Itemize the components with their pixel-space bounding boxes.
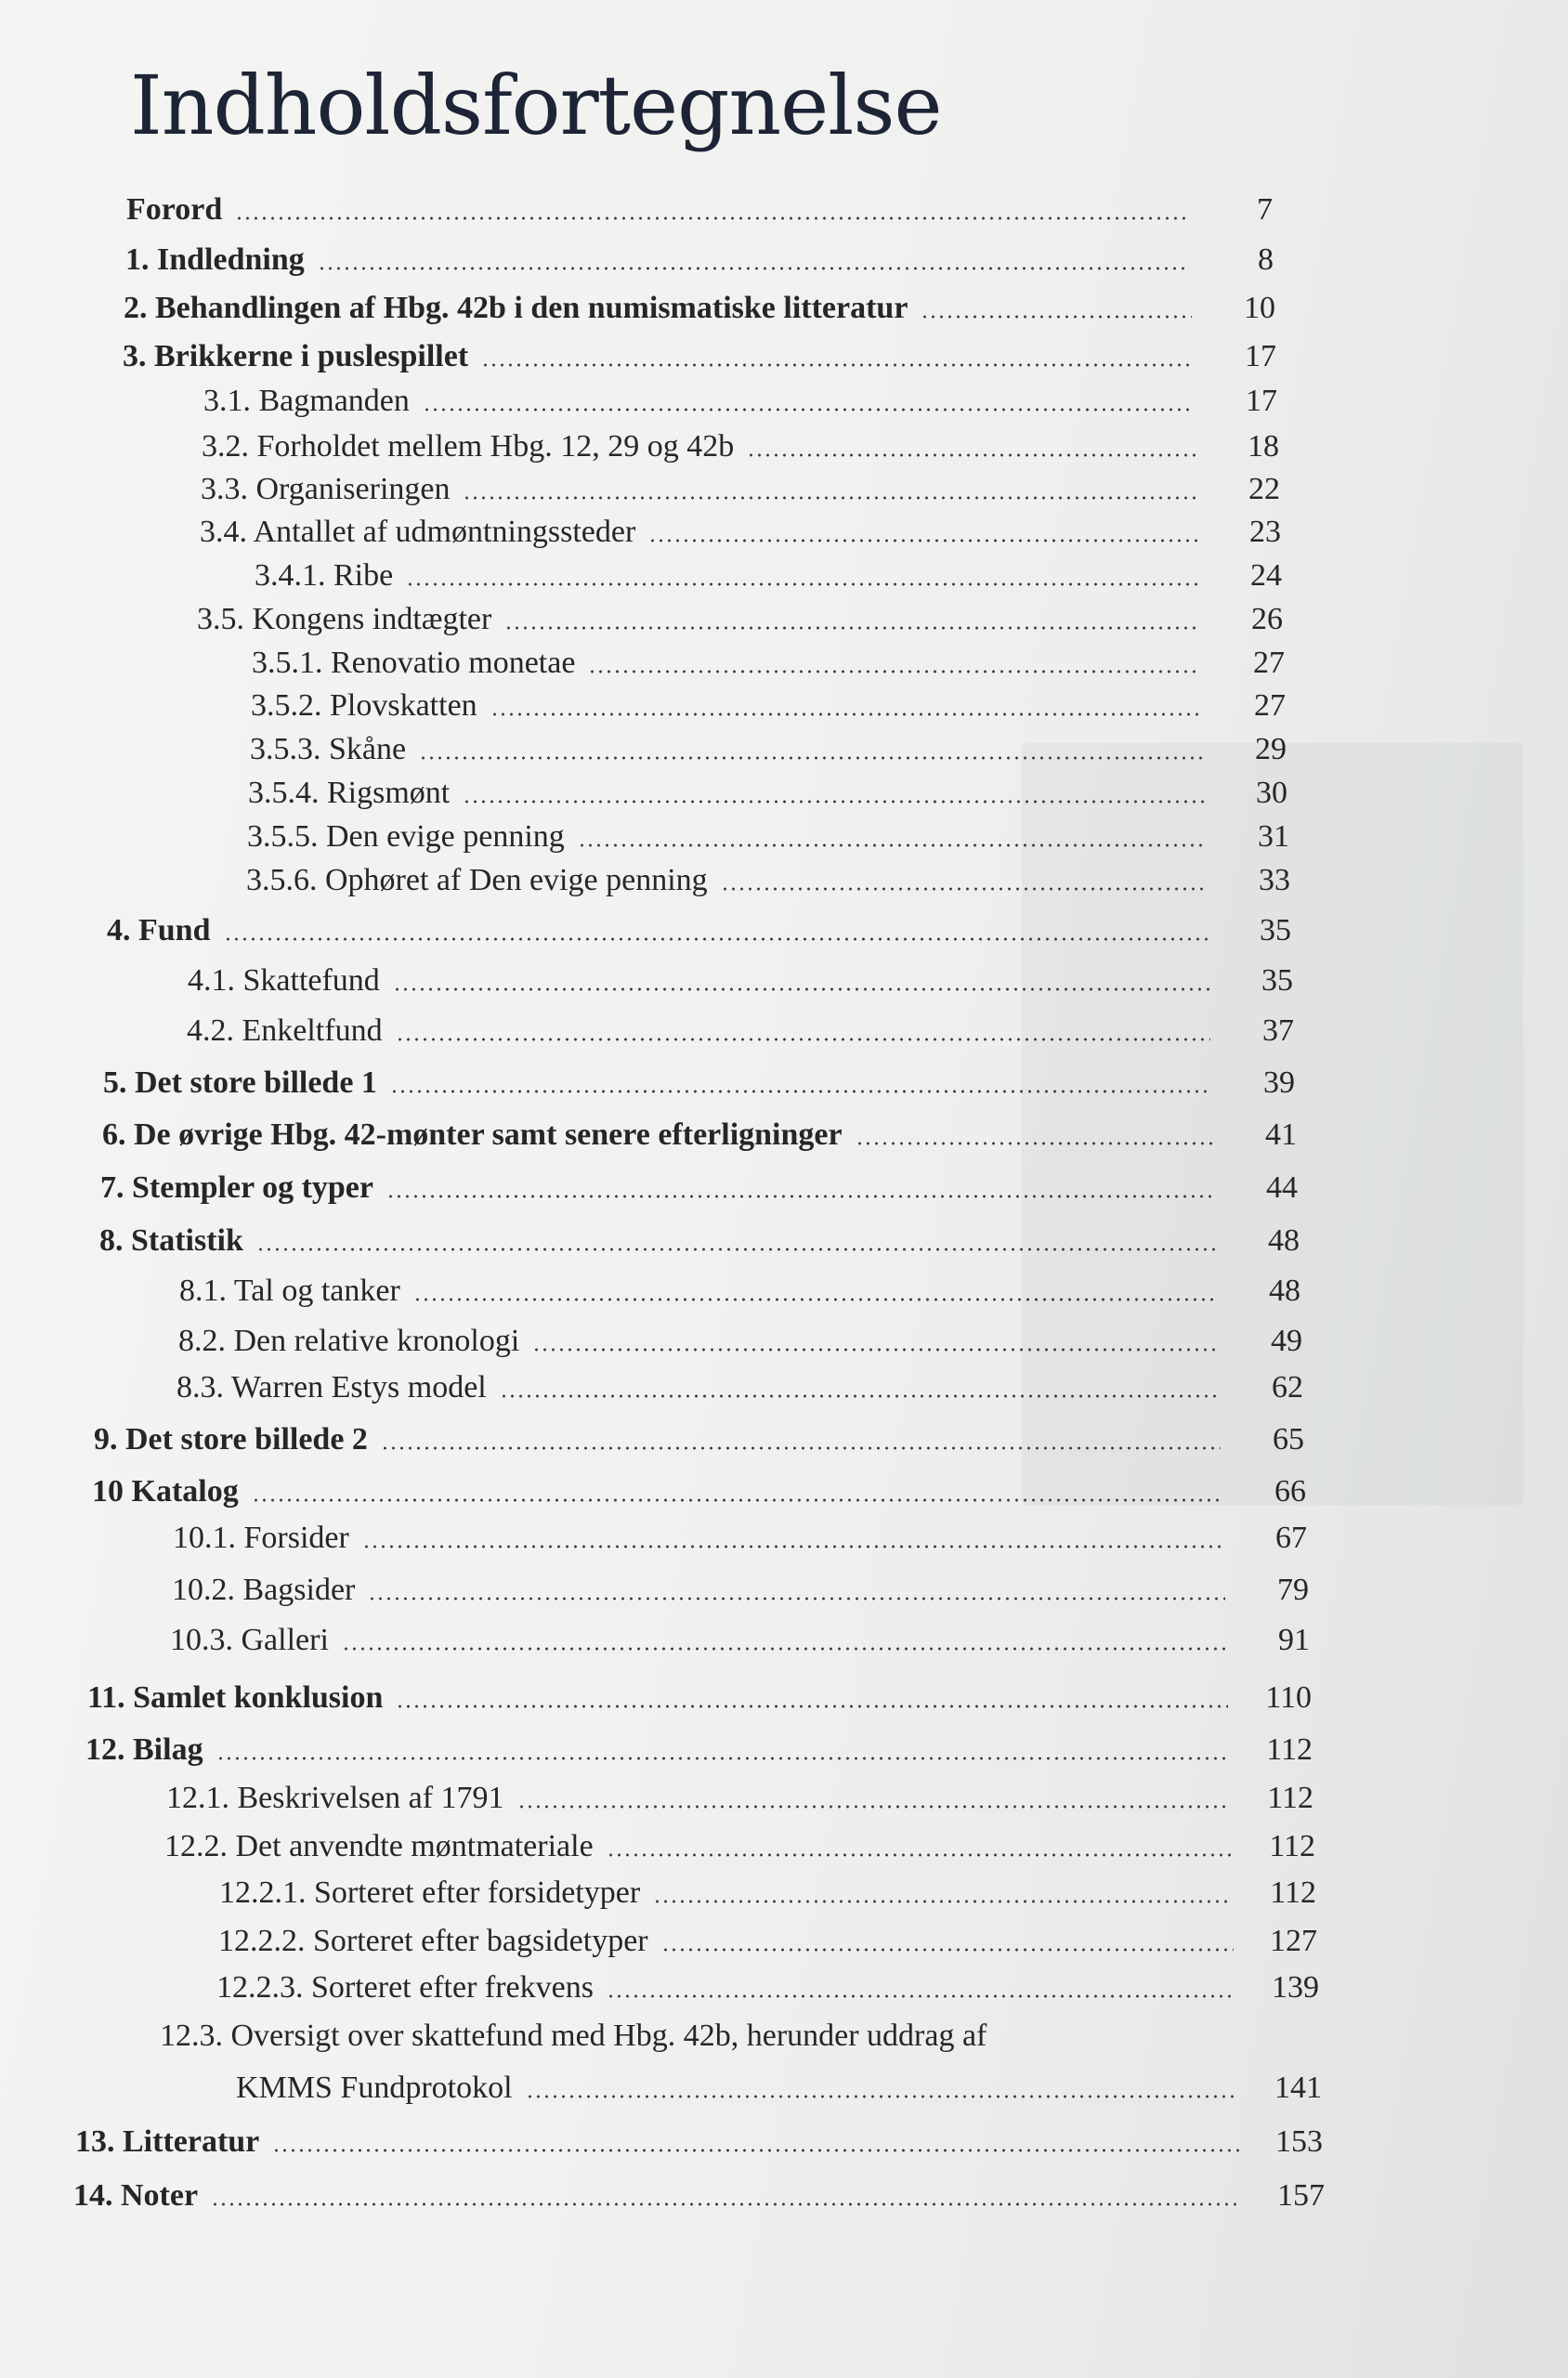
toc-entry [188,960,1293,1001]
toc-entry [246,860,1290,901]
dot-leader [856,1142,1213,1145]
toc-entry-label: 14. Noter [73,2178,199,2213]
toc-entry-label: 7. Stempler og typer [100,1170,373,1205]
dot-leader [272,2149,1239,2152]
toc-entry [203,381,1277,422]
toc-entry [99,1221,1300,1261]
toc-entry [200,512,1281,553]
dot-leader [648,539,1197,542]
toc-entry [179,1271,1300,1312]
toc-entry-page-number: 29 [1255,732,1287,766]
toc-entry-page-number: 66 [1274,1474,1306,1509]
toc-entry-label: 3. Brikkerne i puslespillet [123,339,469,373]
toc-entry [178,1321,1302,1362]
toc-entry-page-number: 67 [1275,1521,1307,1555]
toc-entry-continuation [236,2068,1322,2109]
toc-entry-label: 4. Fund [107,913,211,947]
toc-entry [102,1115,1297,1156]
toc-entry-label: 2. Behandlingen af Hbg. 42b i den numismatiske litteratur [124,291,908,325]
toc-entry [251,686,1286,726]
toc-entry [94,1419,1304,1460]
toc-entry-page-number: 22 [1248,472,1280,506]
toc-entry-label: 3.4. Antallet af udmøntningssteder [200,515,636,549]
dot-leader [578,843,1206,847]
dot-leader [386,1195,1214,1198]
toc-entry-page-number: 10 [1244,291,1275,325]
toc-entry [202,426,1279,467]
dot-leader [661,1948,1234,1952]
toc-entry-page-number: 27 [1254,688,1286,723]
dot-leader [318,267,1190,270]
toc-entry-page-number: 37 [1262,1013,1294,1048]
toc-entry-label-line2: KMMS Fundprotokol [236,2071,513,2105]
toc-entry-label-line1: 12.3. Oversigt over skattefund med Hbg. 42b, herunder uddrag af [160,2019,987,2053]
toc-entry-page-number: 7 [1257,192,1273,227]
toc-entry-label: 8.3. Warren Estys model [176,1370,487,1405]
dot-leader [362,1545,1223,1548]
toc-entry [75,2122,1323,2162]
toc-entry-label: 10.2. Bagsider [172,1573,356,1607]
dot-leader [396,1705,1228,1708]
toc-entry-page-number: 153 [1275,2124,1323,2159]
toc-entry [172,1570,1309,1611]
toc-entry [250,729,1287,770]
dot-leader [256,1248,1216,1251]
toc-entry-label: 4.1. Skattefund [188,963,380,998]
toc-entry-label: 10 Katalog [92,1474,239,1509]
toc-entry-page-number: 141 [1274,2071,1322,2105]
toc-entry-label: 1. Indledning [125,242,305,277]
toc-entry-page-number: 112 [1269,1829,1315,1863]
dot-leader [252,1498,1222,1502]
toc-entry [92,1471,1306,1512]
dot-leader [517,1805,1230,1809]
toc-entry-page-number: 65 [1273,1422,1304,1457]
toc-entry-page-number: 112 [1266,1732,1313,1767]
dot-leader [381,1446,1221,1450]
toc-entry-label: 12.2.2. Sorteret efter bagsidetyper [218,1924,648,1958]
toc-entry-label: 3.5. Kongens indtægter [197,602,492,636]
toc-entry-page-number: 79 [1277,1573,1309,1607]
toc-entry-page-number: 48 [1269,1274,1300,1308]
toc-entry-page-number: 157 [1277,2178,1325,2213]
toc-entry-page-number: 35 [1261,963,1293,998]
toc-entry-label: 5. Det store billede 1 [103,1065,377,1100]
toc-entry-page-number: 139 [1272,1970,1319,2005]
toc-entry-label: 4.2. Enkeltfund [187,1013,383,1048]
toc-entry-label: 13. Litteratur [75,2124,260,2159]
dot-leader [526,2095,1238,2098]
toc-entry [166,1778,1313,1819]
toc-entry-label: 3.5.5. Den evige penning [247,819,565,854]
dot-leader [235,216,1189,220]
toc-entry [160,2016,1320,2057]
toc-entry-label: 8.2. Den relative kronologi [178,1324,520,1358]
toc-entry-label: 8. Statistik [99,1223,243,1258]
toc-entry-label: 8.1. Tal og tanker [179,1274,400,1308]
dot-leader [504,626,1199,630]
dot-leader [342,1647,1226,1651]
toc-entry-page-number: 110 [1265,1680,1312,1715]
toc-entry-page-number: 41 [1265,1117,1297,1152]
toc-entry-label: 3.1. Bagmanden [203,384,410,418]
dot-leader [413,1298,1217,1301]
toc-entry-label: 3.5.4. Rigsmønt [248,776,451,810]
toc-entry-page-number: 24 [1250,558,1282,593]
toc-entry [176,1367,1303,1408]
dot-leader [211,2202,1241,2206]
toc-entry-page-number: 112 [1267,1781,1313,1815]
toc-entry [252,643,1285,684]
dot-leader [463,496,1196,500]
toc-entry [87,1678,1312,1718]
toc-entry [255,555,1282,596]
toc-entry-page-number: 17 [1246,384,1277,418]
dot-leader [216,1757,1229,1760]
toc-entry [219,1873,1316,1914]
dot-leader [490,712,1202,716]
toc-entry [187,1011,1294,1052]
dot-leader [419,756,1203,760]
dot-leader [607,1994,1235,1998]
dot-leader [532,1348,1219,1352]
toc-entry [248,773,1287,814]
toc-entry [247,817,1289,857]
toc-entry-page-number: 49 [1271,1324,1302,1358]
toc-entry-page-number: 17 [1245,339,1276,373]
toc-entry-label: 3.3. Organiseringen [201,472,451,506]
dot-leader [747,453,1196,457]
toc-entry [216,1967,1319,2008]
toc-entry-page-number: 33 [1259,863,1290,897]
toc-entry-label: 11. Samlet konklusion [87,1680,384,1715]
toc-entry [123,336,1276,377]
toc-entry-page-number: 35 [1260,913,1291,947]
toc-entry [124,288,1275,329]
toc-entry-page-number: 8 [1258,242,1274,277]
toc-entry-label: 6. De øvrige Hbg. 42-mønter samt senere efterligninger [102,1117,843,1152]
toc-entry-label: 10.1. Forsider [173,1521,349,1555]
toc-entry [103,1063,1295,1104]
toc-entry [201,469,1280,510]
toc-entry-label: 9. Det store billede 2 [94,1422,368,1457]
toc-entry [126,189,1273,230]
toc-entry-label: 12.2.3. Sorteret efter frekvens [216,1970,594,2005]
toc-entry [197,599,1283,640]
toc-entry-page-number: 44 [1266,1170,1298,1205]
toc-entry-label: 12.1. Beskrivelsen af 1791 [166,1781,504,1815]
toc-entry [173,1518,1307,1559]
toc-entry [73,2175,1325,2216]
toc-entry-page-number: 112 [1270,1875,1316,1910]
toc-entry [170,1620,1310,1661]
dot-leader [390,1090,1211,1093]
toc-entry-page-number: 127 [1270,1924,1317,1958]
toc-entry-page-number: 18 [1248,429,1279,464]
toc-entry-label: 3.2. Forholdet mellem Hbg. 12, 29 og 42b [202,429,735,464]
dot-leader [607,1853,1232,1857]
toc-entry-label: 10.3. Galleri [170,1623,329,1657]
toc-entry-page-number: 48 [1268,1223,1300,1258]
dot-leader [368,1597,1225,1601]
toc-entry-page-number: 30 [1256,776,1287,810]
toc-entry [100,1168,1298,1209]
page-title: Indholdsfortegnelse [130,58,942,153]
dot-leader [423,408,1194,412]
dot-leader [463,800,1204,804]
dot-leader [721,887,1207,891]
toc-entry [125,240,1274,281]
toc-entry-label: 12.2.1. Sorteret efter forsidetyper [219,1875,641,1910]
toc-entry [218,1921,1317,1962]
toc-entry-label: Forord [126,192,223,227]
dot-leader [921,315,1192,319]
toc-entry-label: 3.5.6. Ophøret af Den evige penning [246,863,708,897]
toc-entry-label: 3.5.2. Plovskatten [251,688,477,723]
toc-entry-label: 12.2. Det anvendte møntmateriale [164,1829,594,1863]
toc-entry [85,1730,1313,1770]
toc-entry-label: 3.5.1. Renovatio monetae [252,646,576,680]
dot-leader [481,363,1193,367]
toc-entry [164,1826,1315,1867]
toc-entry-page-number: 62 [1272,1370,1303,1405]
toc-entry-page-number: 23 [1249,515,1281,549]
toc-entry-label: 3.4.1. Ribe [255,558,394,593]
dot-leader [500,1394,1220,1398]
dot-leader [653,1900,1233,1903]
dot-leader [588,670,1201,673]
dot-leader [396,1038,1210,1041]
dot-leader [224,937,1209,941]
toc-entry-page-number: 39 [1263,1065,1295,1100]
toc-entry-label: 12. Bilag [85,1732,203,1767]
dot-leader [406,582,1198,586]
toc-entry-page-number: 27 [1253,646,1285,680]
toc-entry-label: 3.5.3. Skåne [250,732,407,766]
toc-entry [107,910,1291,951]
dot-leader [393,987,1209,991]
toc-entry-page-number: 91 [1278,1623,1310,1657]
toc-entry-page-number: 31 [1258,819,1289,854]
toc-entry-page-number: 26 [1251,602,1283,636]
